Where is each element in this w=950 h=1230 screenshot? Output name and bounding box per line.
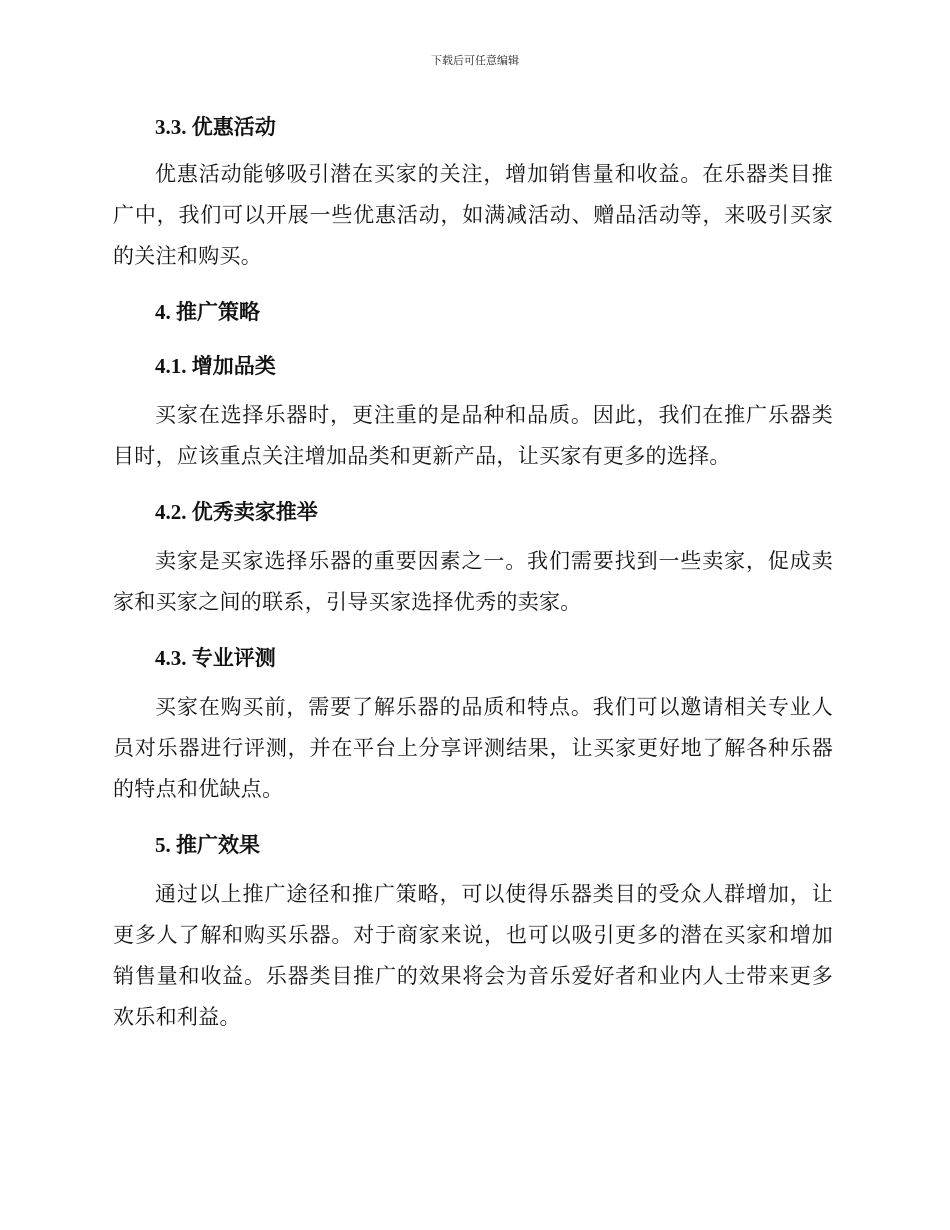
section-heading-3-3: 3.3. 优惠活动 [155,115,276,139]
section-heading-5: 5. 推广效果 [155,833,260,857]
section-heading-4: 4. 推广策略 [155,300,260,324]
section-paragraph-3-3: 优惠活动能够吸引潜在买家的关注，增加销售量和收益。在乐器类目推广中，我们可以开展一些优惠活动，如满减活动、赠品活动等，来吸引买家的关注和购买。 [113,162,833,268]
page-header: 下载后可任意编辑 [431,54,519,67]
section-paragraph-4-1: 买家在选择乐器时，更注重的是品种和品质。因此，我们在推广乐器类目时，应该重点关注增加品类和更新产品，让买家有更多的选择。 [113,403,833,468]
section-heading-4-3: 4.3. 专业评测 [155,646,276,670]
section-paragraph-4-3: 买家在购买前，需要了解乐器的品质和特点。我们可以邀请相关专业人员对乐器进行评测，并在平台上分享评测结果，让买家更好地了解各种乐器的特点和优缺点。 [113,695,833,801]
section-paragraph-4-2: 卖家是买家选择乐器的重要因素之一。我们需要找到一些卖家，促成卖家和买家之间的联系，引导买家选择优秀的卖家。 [113,549,833,614]
section-paragraph-5: 通过以上推广途径和推广策略，可以使得乐器类目的受众人群增加，让更多人了解和购买乐器。对于商家来说，也可以吸引更多的潜在买家和增加销售量和收益。乐器类目推广的效果将会为音乐爱好者和业内人士带来更多欢乐和利益。 [113,882,833,1029]
document-body [113,112,833,1038]
section-heading-4-2: 4.2. 优秀卖家推举 [155,500,318,524]
section-heading-4-1: 4.1. 增加品类 [155,354,276,378]
